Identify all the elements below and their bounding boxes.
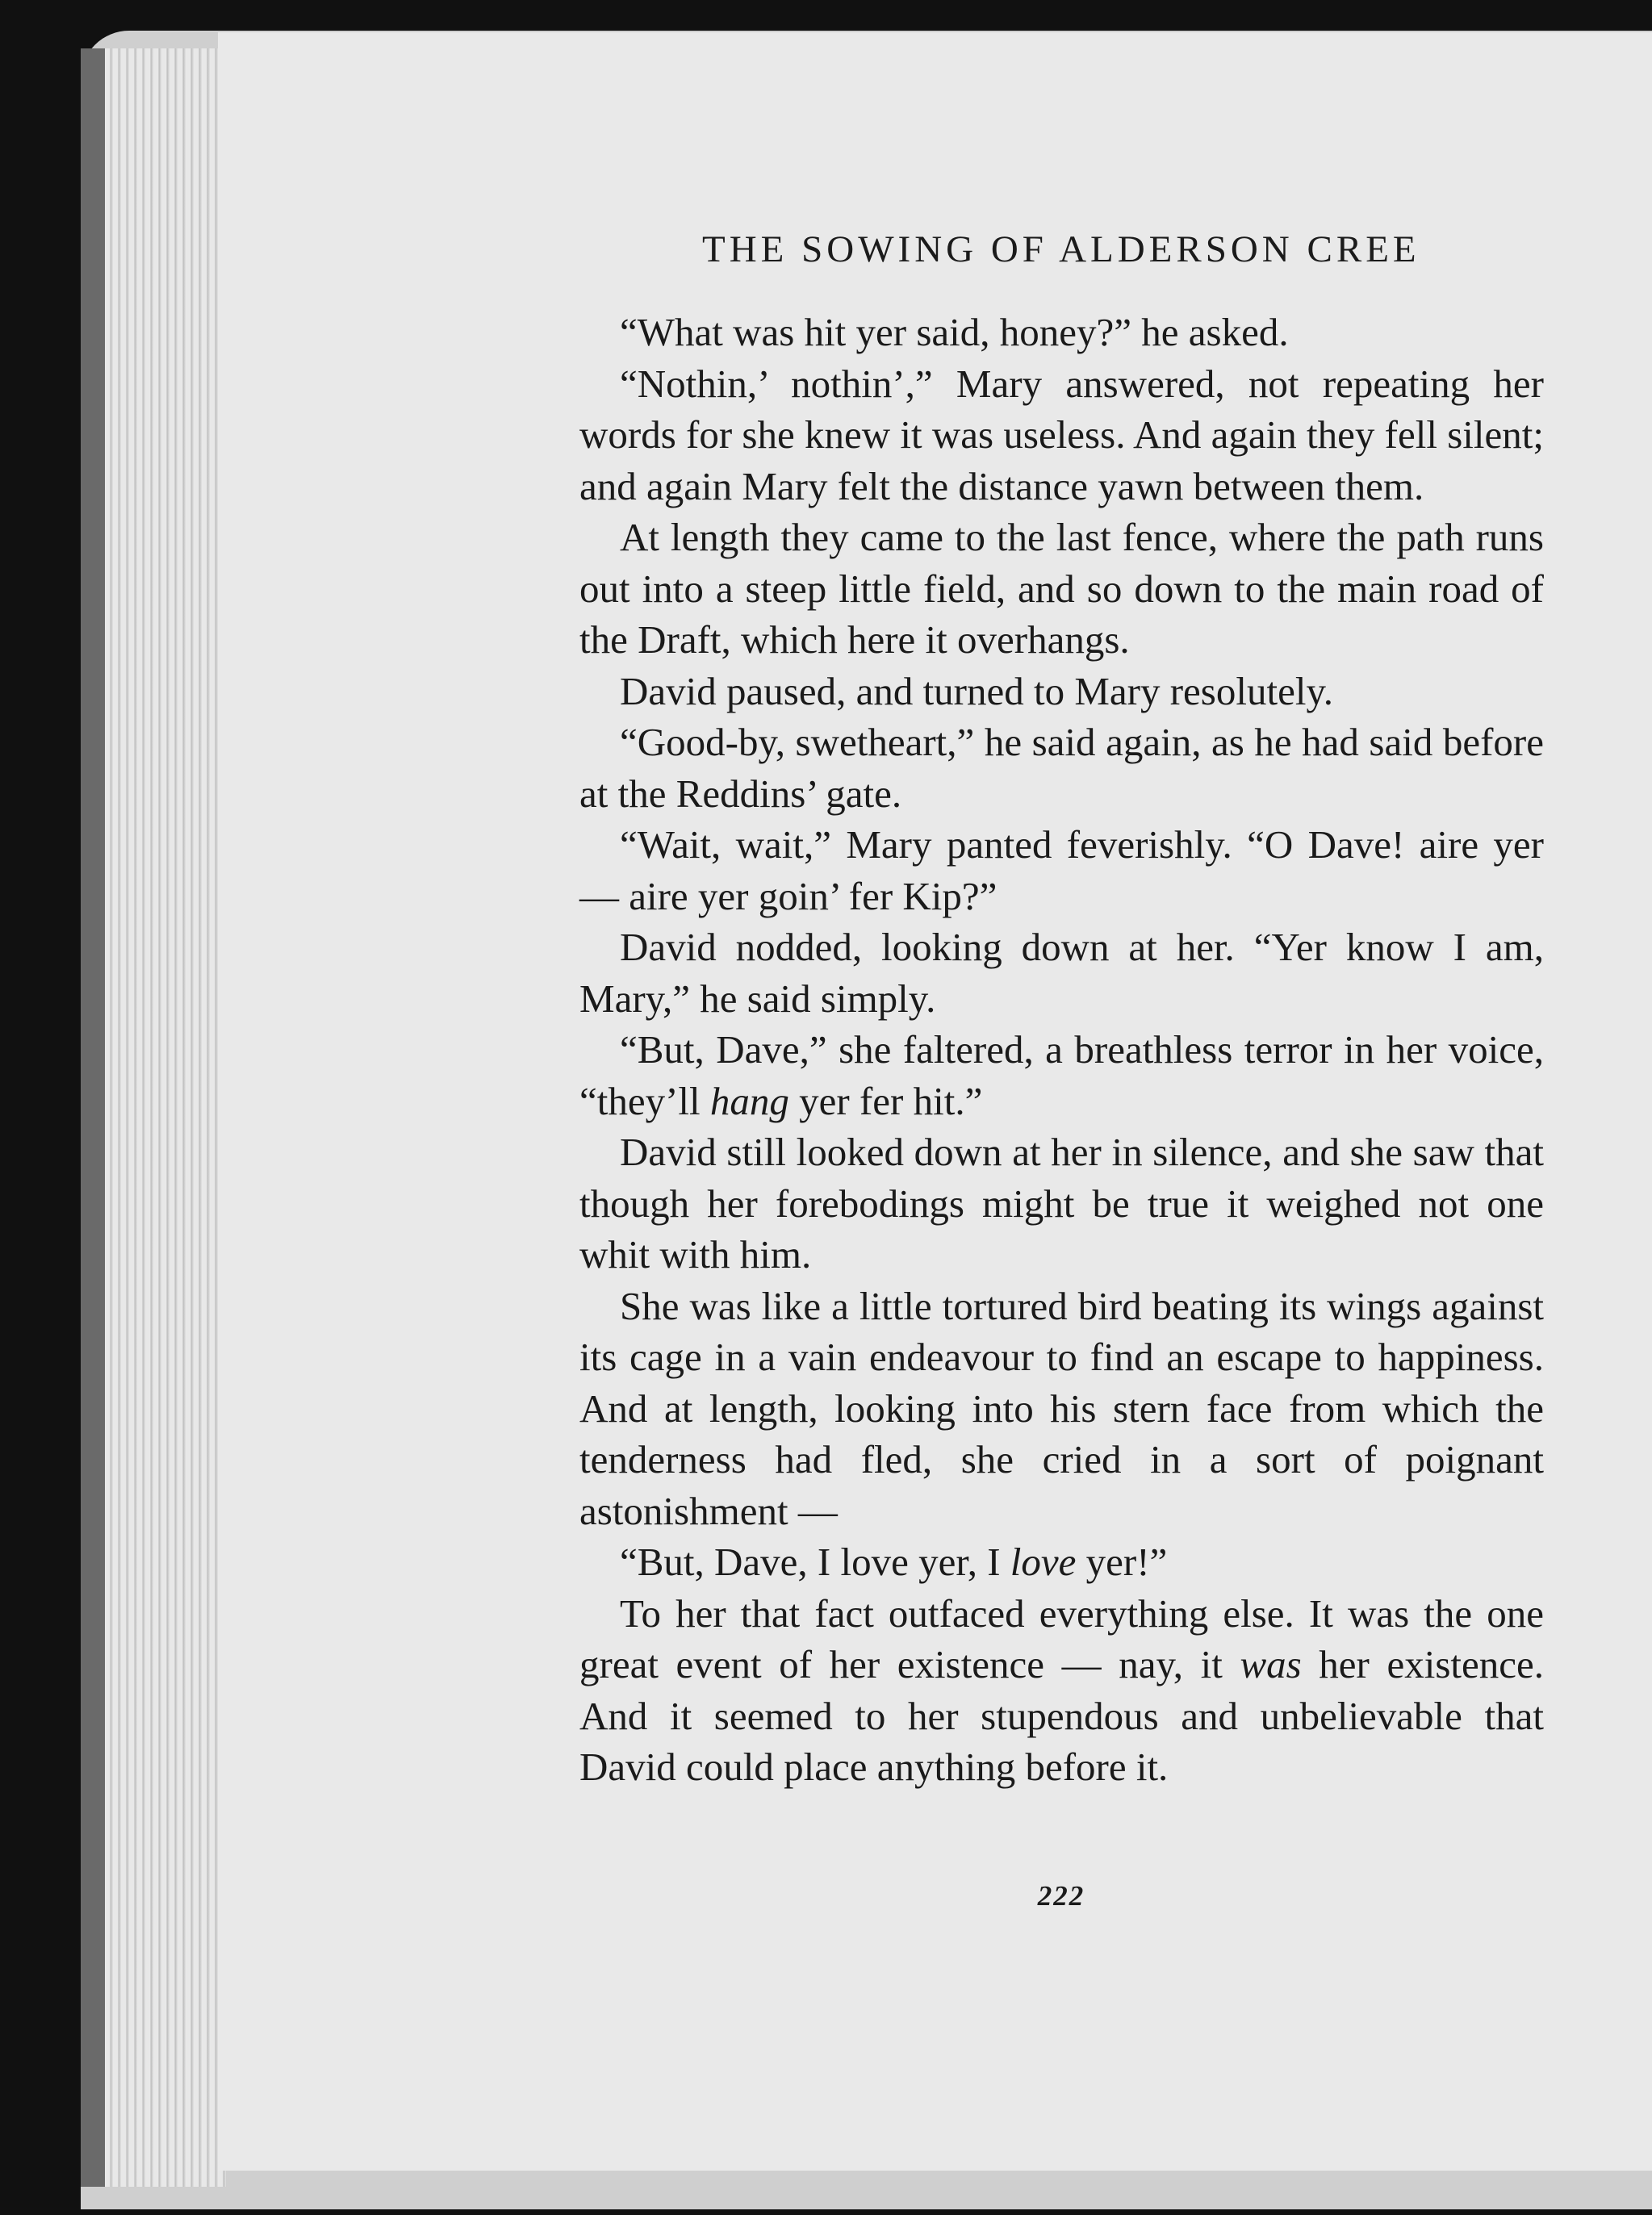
paragraph xyxy=(579,819,1544,922)
paragraph xyxy=(579,1536,1544,1588)
paragraph xyxy=(579,1588,1544,1793)
paragraph xyxy=(579,1281,1544,1537)
paragraph xyxy=(579,666,1544,717)
text-run: David nodded, looking down at her. “Yer know I am, Mary,” he said simply. xyxy=(579,925,1544,1021)
text-run: She was like a little tortured bird beating its wings against its cage in a vain endeavour to find an escape to happiness. And at length, looking into his stern face from which the tenderness had fled, she cried in a sort of poignant astonishment — xyxy=(579,1283,1544,1533)
text-run: yer!” xyxy=(1076,1540,1168,1584)
text-run: “But, Dave,” she faltered, a breathless terror in her voice, “they’ll xyxy=(579,1027,1544,1123)
paragraph xyxy=(579,1024,1544,1126)
italic-word: love xyxy=(1010,1540,1077,1584)
text-run: David paused, and turned to Mary resolutely. xyxy=(620,668,1334,713)
paragraph xyxy=(579,358,1544,512)
text-run: “But, Dave, I love yer, I xyxy=(620,1540,1010,1584)
text-run: her existence. And it seemed to her stupendous and unbelievable that David could place anything before it. xyxy=(579,1642,1544,1789)
paragraph xyxy=(579,922,1544,1024)
page-number: 222 xyxy=(1037,1880,1085,1912)
text-run: To her that fact outfaced everything else. It was the one great event of her existence — nay, it xyxy=(579,1590,1544,1686)
running-head: THE SOWING OF ALDERSON CREE xyxy=(702,228,1420,270)
text-run: At length they came to the last fence, where the path runs out into a steep little field, and so down to the main road of the Draft, which here it overhangs. xyxy=(579,515,1544,662)
paragraph xyxy=(579,512,1544,666)
italic-word: hang xyxy=(709,1078,789,1123)
text-run: “What was hit yer said, honey?” he asked. xyxy=(620,310,1289,354)
page-spine-edge xyxy=(81,48,105,2187)
text-run: “Nothin,’ nothin’,” Mary answered, not repeating her words for she knew it was useless. And again they fell silent; and again Mary felt the distance yawn between them. xyxy=(579,361,1544,508)
text-run: “Good-by, swetheart,” he said again, as he had said before at the Reddins’ gate. xyxy=(579,720,1544,816)
text-run: “Wait, wait,” Mary panted feverishly. “O Dave! aire yer — aire yer goin’ fer Kip?” xyxy=(579,822,1544,918)
paragraph xyxy=(579,307,1544,358)
paragraph xyxy=(579,717,1544,819)
text-run: yer fer hit.” xyxy=(788,1078,983,1123)
text-run: David still looked down at her in silence, and she saw that though her forebodings might be true it weighed not one whit with him. xyxy=(579,1130,1544,1277)
paragraph xyxy=(579,1126,1544,1281)
italic-word: was xyxy=(1240,1642,1302,1686)
body-text xyxy=(579,307,1544,1793)
